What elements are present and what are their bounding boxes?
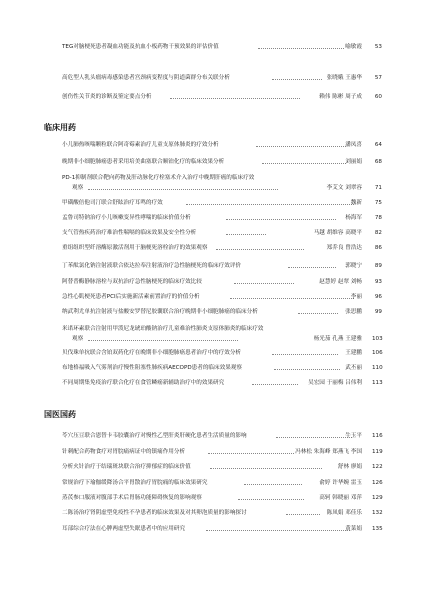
- leader-dots: [210, 468, 322, 469]
- entry-page: 103: [372, 336, 383, 342]
- toc-entry[interactable]: [62, 307, 382, 317]
- entry-author: 赵慧婷 赵翠 刘畅: [319, 279, 362, 285]
- toc-entry[interactable]: [62, 157, 382, 167]
- entry-title: 耳部综合疗法在心脾两虚型失眠患者中的应用研究: [62, 526, 186, 532]
- entry-title: 蒸芪参口服液对腹部手术后胃肠功能障碍恢复的影响观察: [62, 495, 202, 501]
- entry-author: 舒林 廖娟: [337, 464, 362, 470]
- leader-dots: [274, 369, 340, 370]
- entry-author: 张晓娥 王惠华: [326, 75, 362, 81]
- leader-dots: [256, 146, 346, 147]
- entry-author: 俞婷 许华婉 雷玉: [319, 480, 362, 486]
- entry-page: 135: [372, 526, 383, 532]
- toc-entry[interactable]: [62, 73, 382, 83]
- entry-title-line2: 观察: [72, 185, 84, 191]
- entry-author: 郑乔良 曾浩达: [326, 245, 362, 251]
- entry-title: 创伤性关节炎的诊断及鉴定要点分析: [62, 94, 152, 100]
- entry-author: 王建鹏: [345, 350, 362, 356]
- entry-author: 冯林松 朱海峰 郑燕飞 李国: [295, 449, 362, 455]
- entry-page: 60: [374, 94, 382, 100]
- leader-dots: [170, 98, 300, 99]
- entry-page: 71: [374, 185, 382, 191]
- toc-entry[interactable]: [62, 348, 382, 358]
- entry-title-line2: 观察: [72, 336, 84, 342]
- toc-entry[interactable]: [62, 508, 382, 518]
- entry-page: 68: [374, 159, 382, 165]
- toc-entry[interactable]: [62, 478, 382, 488]
- entry-page: 129: [372, 495, 383, 501]
- leader-dots: [226, 234, 266, 235]
- entry-page: 113: [372, 380, 383, 386]
- entry-title: 不同周期集免疫治疗联合化疗在食管鳞癌新辅助治疗中的效果研究: [62, 380, 225, 386]
- entry-page: 132: [372, 510, 383, 516]
- entry-author: 牛玉平: [345, 433, 362, 439]
- toc-entry[interactable]: [62, 292, 382, 302]
- entry-title: 小儿肺热咳喘颗粒联合阿奇霉素治疗儿童支原体肺炎的疗效分析: [62, 142, 219, 148]
- entry-title: 急性心肌梗死患者PCI后实施新活素前置治疗的价值分析: [62, 294, 200, 300]
- toc-entry[interactable]: [62, 462, 382, 472]
- toc-entry[interactable]: [62, 431, 382, 441]
- toc-entry[interactable]: [62, 92, 382, 102]
- entry-title: 阿替普酶静脉溶栓与双抗治疗急性脑梗死的临床疗效比较: [62, 279, 202, 285]
- leader-dots: [276, 437, 352, 438]
- entry-page: 82: [374, 230, 382, 236]
- section-heading: 临床用药: [44, 123, 76, 132]
- entry-author: 喻敏霞: [345, 44, 362, 50]
- toc-entry[interactable]: [62, 243, 382, 253]
- entry-page: 57: [374, 75, 382, 81]
- leader-dots: [298, 313, 338, 314]
- entry-page: 89: [374, 263, 382, 269]
- toc-entry[interactable]: [62, 277, 382, 287]
- leader-dots: [286, 514, 320, 515]
- toc-entry-continued[interactable]: [72, 334, 382, 344]
- entry-page: 116: [372, 433, 383, 439]
- entry-author: 杨光茄 孔燕 王建雅: [313, 336, 362, 342]
- leader-dots: [206, 530, 350, 531]
- entry-title: 纳武利尤单抗注射液与盐酸安罗替尼胶囊联合治疗晚期非小细胞肺癌的临床分析: [62, 309, 258, 315]
- leader-dots: [262, 163, 346, 164]
- entry-page: 110: [372, 365, 383, 371]
- entry-title: 米诺环素联合注射用甲泼尼龙琥珀酸钠治疗儿童难治性肺炎支原体肺炎的临床疗效: [62, 326, 264, 332]
- entry-title: 甲磺酸倍他司汀联合舒眩治疗耳鸣的疗效: [62, 200, 163, 206]
- entry-title: 针刺配合药物食疗对胃脘痛病证中的镇痛作用分析: [62, 449, 186, 455]
- entry-title: 布地格福吸入气雾剂治疗慢性阻塞性肺疾病AECOPD患者的临床效果观察: [62, 365, 242, 371]
- entry-author: 张思鹏: [345, 309, 362, 315]
- toc-entry[interactable]: [62, 228, 382, 238]
- toc-entry[interactable]: [62, 173, 382, 183]
- leader-dots: [238, 499, 304, 500]
- entry-page: 119: [372, 449, 383, 455]
- entry-author: 高轲 韩晓丽 邓萍: [319, 495, 362, 501]
- leader-dots: [230, 298, 354, 299]
- leader-dots: [272, 354, 338, 355]
- toc-entry[interactable]: [62, 493, 382, 503]
- entry-author: 魏新: [350, 200, 362, 206]
- entry-author: 陈凤娟 邓佳乐: [326, 510, 362, 516]
- entry-title: 丁苯酞氯化钠注射液联合依达拉奉注射液治疗急性脑梗死的临床疗效评价: [62, 263, 242, 269]
- entry-title: PD-1抑制剂联合靶向药物及肝动脉化疗栓塞术介入治疗中晚期肝癌的临床疗效: [62, 175, 255, 181]
- entry-page: 64: [374, 142, 382, 148]
- entry-author: 吴宏园 于丽梅 吕伟利: [308, 380, 362, 386]
- leader-dots: [186, 204, 354, 205]
- leader-dots: [288, 267, 336, 268]
- leader-dots: [252, 384, 298, 385]
- entry-page: 78: [374, 215, 382, 221]
- entry-title: 高危型人乳头瘤病毒感染患者宫颈病变程度与阴道菌群分布关联分析: [62, 75, 230, 81]
- entry-author: 杨海军: [345, 215, 362, 221]
- entry-title: 支气管热疾药治疗难治性喘嗝的临床效果及安全性分析: [62, 230, 197, 236]
- entry-title: 重组组织型纤溶酶原激活剂用于脑梗死溶栓治疗的效果观察: [62, 245, 208, 251]
- entry-title: 孟鲁司特钠治疗小儿咳嗽变异性哮喘的临床价值分析: [62, 215, 191, 221]
- entry-page: 122: [372, 464, 383, 470]
- toc-entry[interactable]: [62, 378, 382, 388]
- entry-title: 苓穴压豆联合恩替卡韦胶囊治疗对慢性乙型肝炎肝硬化患者生活质量的影响: [62, 433, 247, 439]
- entry-title: 常规治疗下瑜伽缓降汤合平胃散治疗胃脘痛的临床效果研究: [62, 480, 208, 486]
- toc-entry[interactable]: [62, 213, 382, 223]
- entry-author: 刘丽娟: [345, 159, 362, 165]
- leader-dots: [234, 283, 294, 284]
- entry-page: 93: [374, 279, 382, 285]
- leader-dots: [208, 453, 294, 454]
- leader-dots: [258, 48, 344, 49]
- entry-page: 75: [374, 200, 382, 206]
- leader-dots: [216, 249, 304, 250]
- entry-page: 106: [372, 350, 383, 356]
- toc-entry[interactable]: [62, 42, 382, 52]
- entry-author: 武丕丽: [345, 365, 362, 371]
- entry-author: 李丽: [350, 294, 362, 300]
- entry-author: 赖伟 陈彬 周子成: [319, 94, 362, 100]
- entry-page: 86: [374, 245, 382, 251]
- toc-entry[interactable]: [62, 524, 382, 534]
- leader-dots: [88, 340, 238, 341]
- entry-author: 马越 胡维容 高晓平: [313, 230, 362, 236]
- toc-entry[interactable]: [62, 363, 382, 373]
- section-heading: 国医国药: [44, 410, 76, 419]
- toc-entry[interactable]: [62, 261, 382, 271]
- entry-title: TEG对脑梗死患者凝血功能及抗血小板药物干预效果的评估价值: [62, 44, 219, 50]
- toc-entry[interactable]: [62, 324, 382, 334]
- toc-entry-continued[interactable]: [72, 183, 382, 193]
- toc-entry[interactable]: [62, 198, 382, 208]
- entry-title: 晚期非小细胞肺癌患者采用培美曲塞联合顺铂化疗的临床效果分析: [62, 159, 225, 165]
- entry-page: 53: [374, 44, 382, 50]
- leader-dots: [226, 219, 336, 220]
- toc-entry[interactable]: [62, 140, 382, 150]
- entry-author: 李艾文 刘翠容: [326, 185, 362, 191]
- leader-dots: [88, 189, 278, 190]
- entry-title: 二陈汤治疗肾阴虚型免疫性不孕患者的临床效果及对其卵泡质量的影响探讨: [62, 510, 247, 516]
- entry-page: 96: [374, 294, 382, 300]
- entry-author: 黄菜娟: [345, 526, 362, 532]
- entry-author: 潘凤喜: [345, 142, 362, 148]
- entry-author: 郭晓宁: [345, 263, 362, 269]
- entry-title: 贝伐珠单抗联合含铂双药化疗在晚期非小细胞肺癌患者治疗中的疗效分析: [62, 350, 242, 356]
- entry-title: 分析火针治疗于结瑞斑块联合治疗抑郁症的临床价值: [62, 464, 191, 470]
- entry-page: 126: [372, 480, 383, 486]
- toc-entry[interactable]: [62, 447, 382, 457]
- leader-dots: [244, 484, 302, 485]
- leader-dots: [272, 79, 322, 80]
- entry-page: 99: [374, 309, 382, 315]
